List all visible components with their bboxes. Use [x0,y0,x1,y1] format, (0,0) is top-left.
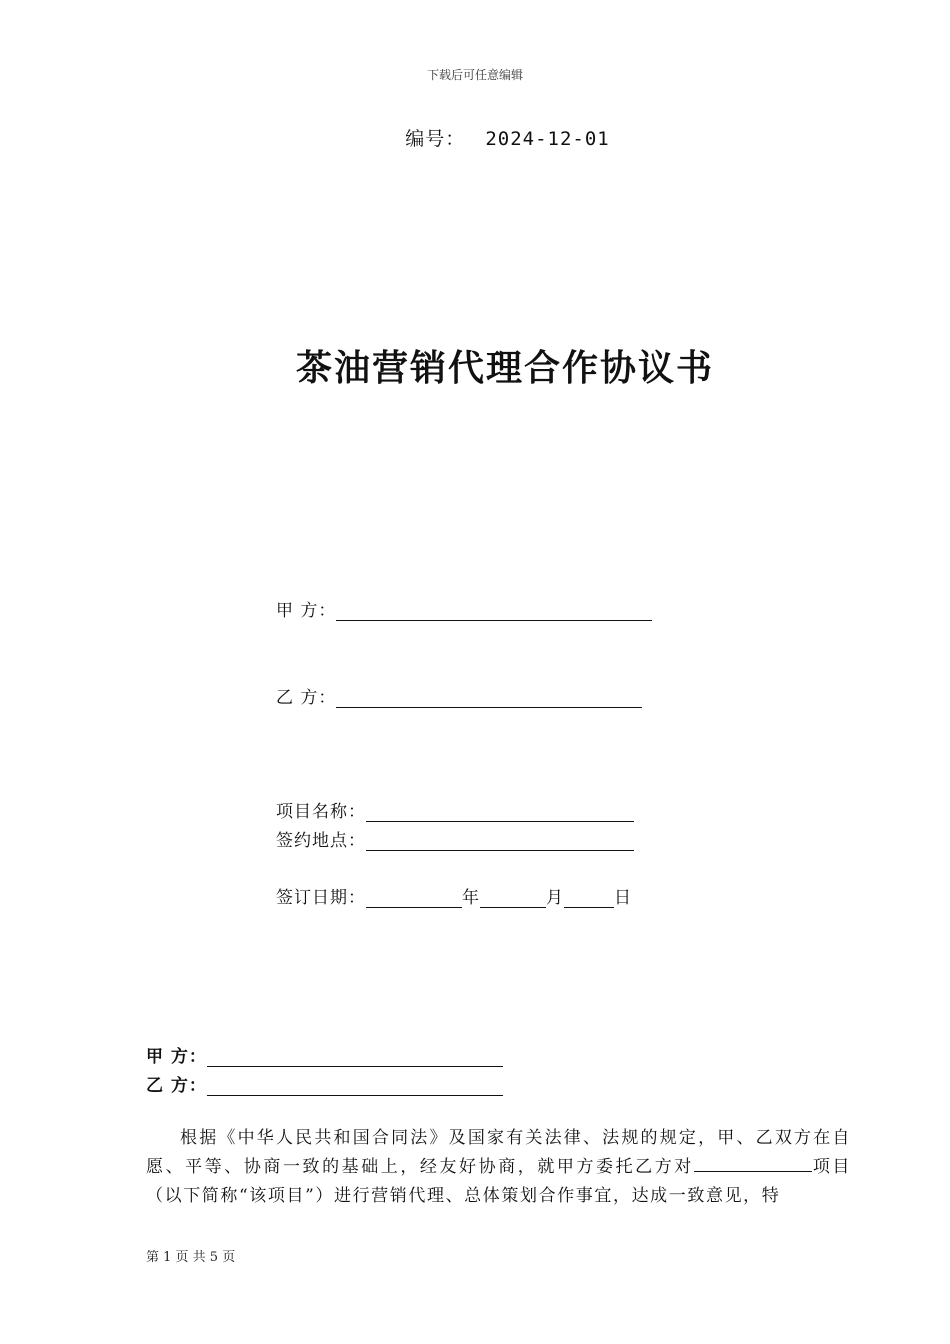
document-number-value: 2024-12-01 [485,128,610,150]
cover-party-b-label: 乙 方： [276,688,337,708]
signing-date-field [276,883,632,908]
project-name-label: 项目名称： [276,802,366,822]
project-blank [694,1153,812,1172]
signing-date-label: 签订日期： [276,888,366,908]
project-name-blank [366,803,634,822]
cover-party-b-blank [336,689,642,708]
party-b-field [146,1071,503,1096]
signing-year-blank [366,889,462,908]
body-text-part2: 项目（以下简称“该项目”）进行营销代理、总体策划合作事宜，达成一致意见，特 [146,1157,851,1206]
party-b-blank [207,1077,503,1096]
party-b-label: 乙 方： [146,1076,207,1096]
signing-day-blank [564,889,614,908]
signing-place-blank [366,832,634,851]
project-name-field [276,797,634,822]
body-text-part1: 根据《中华人民共和国合同法》及国家有关法律、法规的规定，甲、乙双方在自愿、平等、协商一致的基础上，经友好协商，就甲方委托乙方对 [146,1128,851,1177]
header-note: 下载后可任意编辑 [426,68,523,82]
cover-party-a-label: 甲 方： [276,601,337,621]
signing-place-field [276,826,634,851]
month-label: 月 [546,888,564,908]
document-number-label: 编号： [405,128,466,150]
cover-party-a-field [276,596,652,621]
document-number [0,124,950,151]
year-label: 年 [462,888,480,908]
page-title: 茶油营销代理合作协议书 [295,347,714,389]
party-a-field [146,1042,503,1067]
party-a-label: 甲 方： [146,1047,207,1067]
party-a-blank [207,1048,503,1067]
signing-place-label: 签约地点： [276,831,366,851]
body-paragraph [146,1124,851,1211]
cover-party-b-field [276,683,642,708]
cover-party-a-blank [336,602,652,621]
page-footer: 第 1 页 共 5 页 [146,1250,236,1265]
day-label: 日 [614,888,632,908]
signing-month-blank [480,889,546,908]
